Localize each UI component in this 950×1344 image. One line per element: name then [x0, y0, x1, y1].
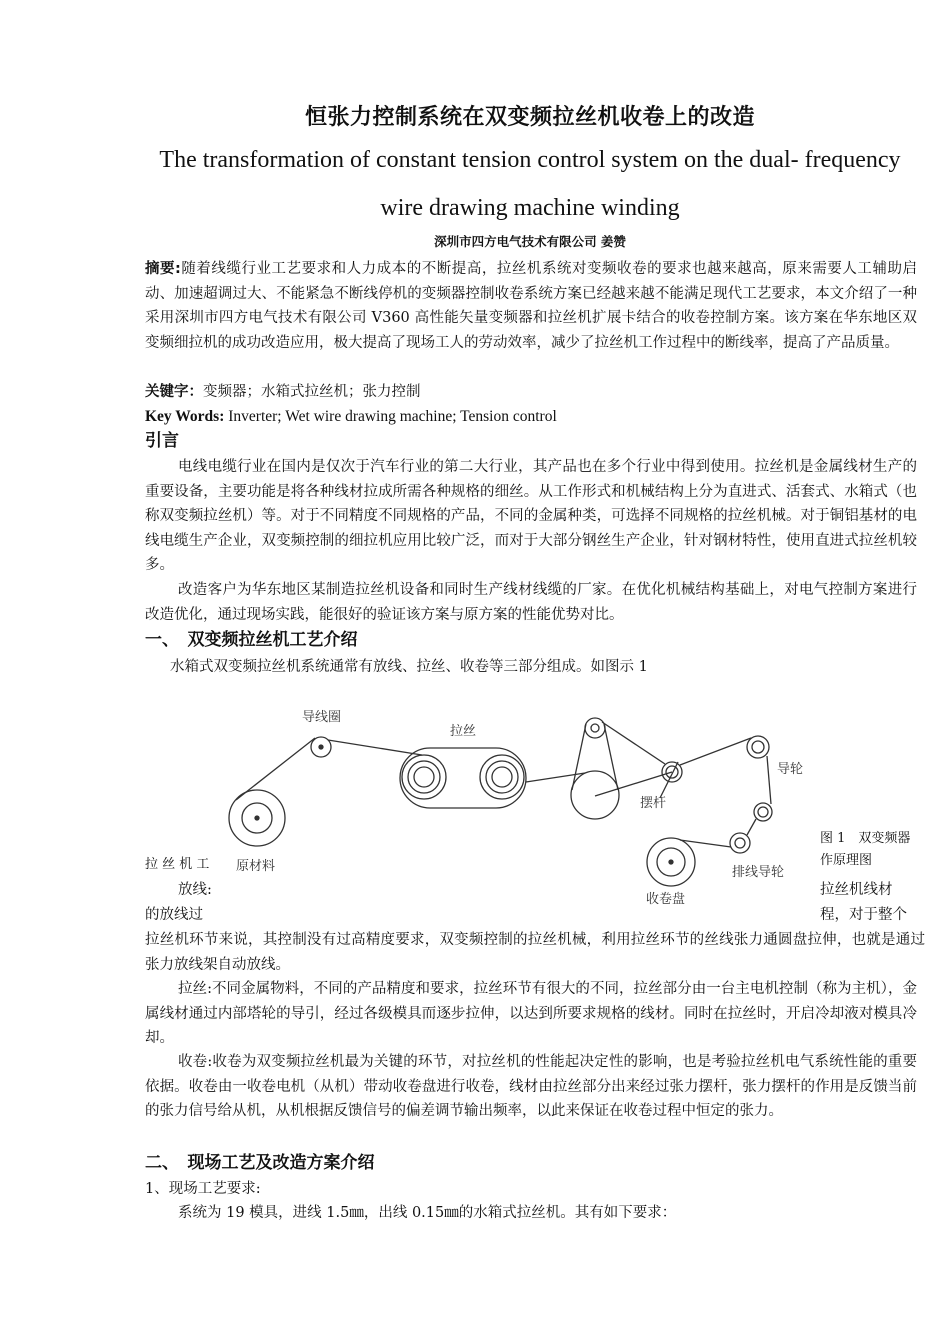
label-guide-ring: 导线圈	[302, 710, 342, 725]
title-en-line2: wire drawing machine winding	[380, 195, 680, 221]
intro-p1: 电线电缆行业在国内是仅次于汽车行业的第二大行业，其产品也在多个行业中得到使用。拉丝机是金属线材生产的重要设备，主要功能是将各种线材拉成所需各种规格的细丝。从工作形式和机械结构上分为直进式、活套式、水箱式（也称双变频拉丝机）等。对于不同精度不同规格的产品，不同的金属种类，可选择不同规格的拉丝机械。对于铜铝基材的电线电缆生产企业，双变频控制的细拉机应用比较广泛，而对于大部分钢丝生产企业，针对钢材特性，使用直进式拉丝机较多。	[145, 459, 917, 573]
swing-wheel	[571, 771, 619, 819]
label-take-up-reel: 收卷盘	[646, 892, 686, 907]
section2-heading: 二、 现场工艺及改造方案介绍	[145, 1153, 375, 1173]
abstract	[145, 257, 917, 355]
keywords	[145, 380, 917, 405]
float-right-1: 拉丝机线材	[820, 882, 893, 898]
title-en	[145, 136, 915, 232]
title-cn: 恒张力控制系统在双变频拉丝机收卷上的改造	[304, 105, 755, 130]
section2-paragraph: 系统为 19 模具，进线 1.5㎜，出线 0.15㎜的水箱式拉丝机。其有如下要求：	[178, 1205, 677, 1221]
figure-caption	[820, 828, 930, 872]
label-raw-material: 原材料	[236, 859, 276, 874]
keywords-en-label: Key Words:	[145, 408, 225, 425]
author: 深圳市四方电气技术有限公司 姜赞	[434, 234, 626, 249]
section2-sub: 1、现场工艺要求:	[145, 1181, 261, 1197]
float-left-3: 的放线过	[145, 907, 203, 923]
figure-1-diagram	[210, 700, 820, 915]
label-drawing: 拉丝	[450, 724, 477, 739]
guide-wheel-top	[747, 736, 769, 758]
intro-heading: 引言	[145, 431, 179, 451]
section1-intro: 水箱式双变频拉丝机系统通常有放线、拉丝、收卷等三部分组成。如图示 1	[170, 659, 648, 675]
figure-caption-line1: 图 1 双变频器	[820, 831, 911, 846]
label-guide-wheel: 导轮	[777, 762, 804, 777]
traverse-guide-wheel	[730, 833, 750, 853]
shoujuan-paragraph: 收卷:收卷为双变频拉丝机最为关键的环节，对拉丝机的性能起决定性的影响，也是考验拉丝机电气系统性能的重要依据。收卷由一收卷电机（从机）带动收卷盘进行收卷，线材由拉丝部分出来经过张力摆杆，张力摆杆的作用是反馈当前的张力信号给从机，从机根据反馈信号的偏差调节输出频率，以此来保证在收卷过程中恒定的张力。	[145, 1054, 917, 1119]
intro-p2: 改造客户为华东地区某制造拉丝机设备和同时生产线材线缆的厂家。在优化机械结构基础上，对电气控制方案进行改造优化，通过现场实践，能很好的验证该方案与原方案的性能优势对比。	[145, 582, 917, 623]
keywords-en	[145, 405, 917, 430]
keywords-en-text: Inverter; Wet wire drawing machine; Tension control	[224, 408, 557, 425]
float-right-2: 程，对于整个	[820, 907, 907, 923]
abstract-text: 随着线缆行业工艺要求和人力成本的不断提高，拉丝机系统对变频收卷的要求也越来越高，原来需要人工辅助启动、加速超调过大、不能紧急不断线停机的变频器控制收卷系统方案已经越来越不能满足现代工艺要求，本文介绍了一种采用深圳市四方电气技术有限公司 V360 高性能矢量变频器和拉丝机扩展卡结合的收卷控制方案。该方案在华东地区双变频细拉机的成功改造应用，极大提高了现场工人的劳动效率，减少了拉丝机工作过程中的断线率，提高了产品质量。	[145, 261, 917, 351]
lasi-paragraph: 拉丝:不同金属物料，不同的产品精度和要求，拉丝环节有很大的不同，拉丝部分由一台主电机控制（称为主机），金属线材通过内部塔轮的导引，经过各级模具而逐步拉伸，以达到所要求规格的线材。同时在拉丝时，开启冷却液对模具冷却。	[145, 981, 917, 1046]
figure-caption-line2: 作原理图	[820, 853, 873, 868]
guide-wheel-right	[754, 803, 772, 821]
section1-heading: 一、 双变频拉丝机工艺介绍	[145, 630, 358, 650]
label-traverse-guide: 排线导轮	[732, 865, 785, 880]
fangxian-rest: 拉丝机环节来说，其控制没有过高精度要求，双变频控制的拉丝机械，利用拉丝环节的丝线张力通圆盘拉伸，也就是通过张力放线架自动放线。	[145, 932, 925, 973]
label-swing-arm: 摆杆	[640, 796, 667, 811]
float-left-2: 放线:	[178, 882, 212, 898]
abstract-label: 摘要:	[145, 261, 181, 277]
keywords-text: 变频器；水箱式拉丝机；张力控制	[203, 384, 421, 400]
float-left-1: 拉 丝 机 工	[145, 857, 210, 872]
keywords-label: 关键字：	[145, 384, 203, 400]
title-en-line1: The transformation of constant tension control system on the dual- frequency	[159, 147, 901, 173]
